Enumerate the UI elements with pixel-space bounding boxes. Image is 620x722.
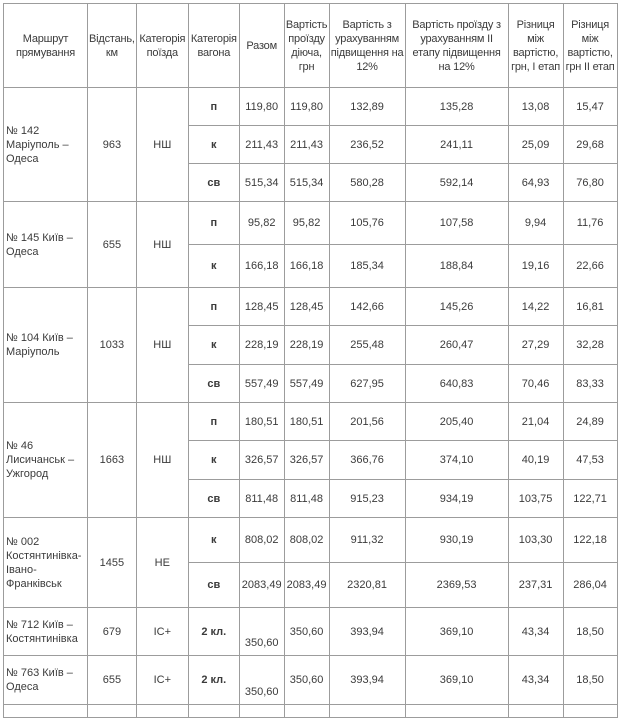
diff-stage2-cell: 24,89 [563,403,617,441]
railway-fare-table [3,3,618,718]
route-cell: № 145 Київ – Одеса [4,202,88,288]
stage1-fare-cell: 236,52 [329,126,405,164]
stage1-fare-cell: 366,76 [329,441,405,480]
diff-stage2-cell: 29,68 [563,126,617,164]
current-fare-cell: 180,51 [284,403,329,441]
diff-stage2-cell: 22,66 [563,245,617,288]
wagon-class-cell: п [188,403,239,441]
diff-stage1-cell: 43,34 [508,656,563,705]
total-cell: 808,02 [239,518,284,563]
empty-cell [88,705,137,718]
diff-stage2-cell: 83,33 [563,365,617,403]
current-fare-cell: 808,02 [284,518,329,563]
current-fare-cell: 326,57 [284,441,329,480]
distance-cell: 679 [88,608,137,656]
current-fare-cell: 2083,49 [284,563,329,608]
empty-cell [329,705,405,718]
diff-stage1-cell: 9,94 [508,202,563,245]
wagon-class-cell: к [188,245,239,288]
distance-cell: 1663 [88,403,137,518]
current-fare-cell: 811,48 [284,480,329,518]
train-category-cell: НШ [136,88,188,202]
empty-cell [4,705,88,718]
stage1-fare-cell: 915,23 [329,480,405,518]
stage2-fare-cell: 369,10 [405,656,508,705]
route-cell: № 142 Маріуполь – Одеса [4,88,88,202]
diff-stage2-cell: 18,50 [563,608,617,656]
table-row-partial [4,705,618,718]
empty-cell [284,705,329,718]
table-row [4,656,618,705]
total-cell: 350,60 [239,656,284,705]
total-cell: 180,51 [239,403,284,441]
train-category-cell: ІС+ [136,608,188,656]
distance-cell: 963 [88,88,137,202]
diff-stage1-cell: 21,04 [508,403,563,441]
diff-stage1-cell: 40,19 [508,441,563,480]
stage2-fare-cell: 369,10 [405,608,508,656]
wagon-class-cell: к [188,441,239,480]
wagon-class-cell: св [188,365,239,403]
diff-stage2-cell: 122,18 [563,518,617,563]
diff-stage2-cell: 16,81 [563,288,617,326]
train-category-cell: НШ [136,202,188,288]
current-fare-cell: 166,18 [284,245,329,288]
diff-stage1-cell: 43,34 [508,608,563,656]
diff-stage1-cell: 14,22 [508,288,563,326]
stage2-fare-cell: 188,84 [405,245,508,288]
wagon-class-cell: 2 кл. [188,608,239,656]
distance-cell: 655 [88,202,137,288]
col-header-diff-stage2: Різниця між вартістю, грн II етап [563,4,617,88]
stage1-fare-cell: 142,66 [329,288,405,326]
table-row [4,403,618,441]
route-cell: № 763 Київ – Одеса [4,656,88,705]
route-cell: № 104 Київ – Маріуполь [4,288,88,403]
stage2-fare-cell: 934,19 [405,480,508,518]
col-header-current-fare: Вартість проїзду діюча, грн [284,4,329,88]
distance-cell: 655 [88,656,137,705]
stage2-fare-cell: 2369,53 [405,563,508,608]
train-category-cell: НЕ [136,518,188,608]
wagon-class-cell: св [188,563,239,608]
diff-stage2-cell: 11,76 [563,202,617,245]
header-row [4,4,618,88]
stage1-fare-cell: 185,34 [329,245,405,288]
stage1-fare-cell: 393,94 [329,656,405,705]
stage2-fare-cell: 135,28 [405,88,508,126]
col-header-route: Маршрут прямування [4,4,88,88]
diff-stage2-cell: 122,71 [563,480,617,518]
total-cell: 326,57 [239,441,284,480]
wagon-class-cell: п [188,202,239,245]
stage2-fare-cell: 640,83 [405,365,508,403]
stage1-fare-cell: 132,89 [329,88,405,126]
stage2-fare-cell: 930,19 [405,518,508,563]
route-cell: № 002 Костянтинівка-Івано-Франківськ [4,518,88,608]
table-row [4,202,618,245]
empty-cell [188,705,239,718]
stage1-fare-cell: 105,76 [329,202,405,245]
total-cell: 228,19 [239,326,284,365]
current-fare-cell: 119,80 [284,88,329,126]
current-fare-cell: 557,49 [284,365,329,403]
current-fare-cell: 228,19 [284,326,329,365]
route-cell: № 712 Київ – Костянтинівка [4,608,88,656]
col-header-stage1-fare: Вартість з урахуванням підвищення на 12% [329,4,405,88]
diff-stage2-cell: 32,28 [563,326,617,365]
diff-stage2-cell: 18,50 [563,656,617,705]
stage1-fare-cell: 580,28 [329,164,405,202]
col-header-stage2-fare: Вартість проїзду з урахуванням II етапу підвищення на 12% [405,4,508,88]
diff-stage1-cell: 27,29 [508,326,563,365]
wagon-class-cell: 2 кл. [188,656,239,705]
wagon-class-cell: к [188,326,239,365]
distance-cell: 1455 [88,518,137,608]
total-cell: 350,60 [239,608,284,656]
stage2-fare-cell: 260,47 [405,326,508,365]
wagon-class-cell: к [188,518,239,563]
total-cell: 211,43 [239,126,284,164]
stage1-fare-cell: 627,95 [329,365,405,403]
wagon-class-cell: п [188,88,239,126]
empty-cell [563,705,617,718]
table-row [4,518,618,563]
stage2-fare-cell: 205,40 [405,403,508,441]
stage2-fare-cell: 107,58 [405,202,508,245]
total-cell: 811,48 [239,480,284,518]
col-header-total: Разом [239,4,284,88]
current-fare-cell: 350,60 [284,656,329,705]
diff-stage1-cell: 237,31 [508,563,563,608]
stage1-fare-cell: 255,48 [329,326,405,365]
current-fare-cell: 95,82 [284,202,329,245]
empty-cell [136,705,188,718]
diff-stage2-cell: 15,47 [563,88,617,126]
stage2-fare-cell: 374,10 [405,441,508,480]
total-cell: 95,82 [239,202,284,245]
total-cell: 166,18 [239,245,284,288]
train-category-cell: ІС+ [136,656,188,705]
current-fare-cell: 128,45 [284,288,329,326]
diff-stage2-cell: 47,53 [563,441,617,480]
diff-stage1-cell: 70,46 [508,365,563,403]
total-cell: 128,45 [239,288,284,326]
table-row [4,88,618,126]
total-cell: 2083,49 [239,563,284,608]
wagon-class-cell: к [188,126,239,164]
route-cell: № 46 Лисичанськ – Ужгород [4,403,88,518]
table-row [4,288,618,326]
current-fare-cell: 211,43 [284,126,329,164]
train-category-cell: НШ [136,288,188,403]
col-header-diff-stage1: Різниця між вартістю, грн, I етап [508,4,563,88]
diff-stage1-cell: 13,08 [508,88,563,126]
stage1-fare-cell: 201,56 [329,403,405,441]
diff-stage1-cell: 19,16 [508,245,563,288]
stage2-fare-cell: 145,26 [405,288,508,326]
stage1-fare-cell: 2320,81 [329,563,405,608]
table-row [4,608,618,656]
current-fare-cell: 515,34 [284,164,329,202]
col-header-train-category: Категорія поїзда [136,4,188,88]
distance-cell: 1033 [88,288,137,403]
wagon-class-cell: п [188,288,239,326]
wagon-class-cell: св [188,164,239,202]
col-header-wagon-category: Категорія вагона [188,4,239,88]
stage2-fare-cell: 241,11 [405,126,508,164]
total-cell: 515,34 [239,164,284,202]
total-cell: 557,49 [239,365,284,403]
empty-cell [239,705,284,718]
wagon-class-cell: св [188,480,239,518]
col-header-distance: Відстань, км [88,4,137,88]
diff-stage2-cell: 286,04 [563,563,617,608]
train-category-cell: НШ [136,403,188,518]
diff-stage2-cell: 76,80 [563,164,617,202]
total-cell: 119,80 [239,88,284,126]
diff-stage1-cell: 64,93 [508,164,563,202]
diff-stage1-cell: 103,30 [508,518,563,563]
stage2-fare-cell: 592,14 [405,164,508,202]
empty-cell [508,705,563,718]
diff-stage1-cell: 103,75 [508,480,563,518]
empty-cell [405,705,508,718]
current-fare-cell: 350,60 [284,608,329,656]
diff-stage1-cell: 25,09 [508,126,563,164]
stage1-fare-cell: 911,32 [329,518,405,563]
stage1-fare-cell: 393,94 [329,608,405,656]
